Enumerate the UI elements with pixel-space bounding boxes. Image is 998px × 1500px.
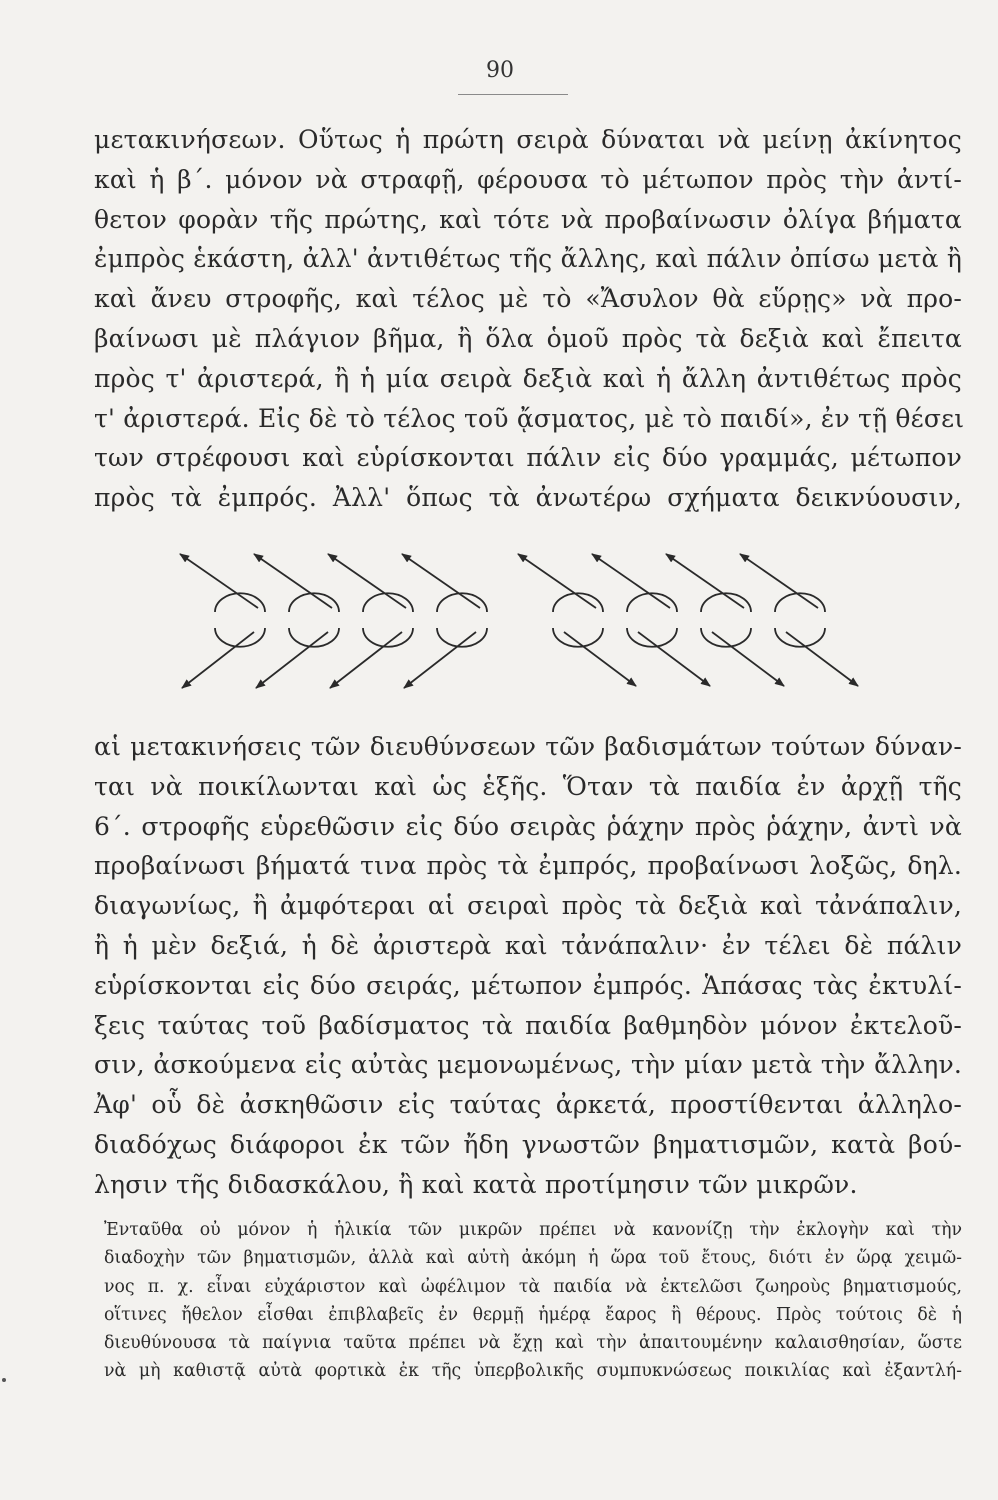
upper-arrow xyxy=(402,554,480,608)
lower-arc xyxy=(775,628,825,647)
header-rule xyxy=(458,94,568,95)
lower-arrow xyxy=(712,632,784,686)
upper-arrow xyxy=(666,554,744,608)
footnote-line: νὰ μὴ καθιστᾷ αὐτὰ φορτικὰ ἐκ τῆς ὑπερβολικῆς συμπυκνώσεως ποικιλίας καὶ ἐξαντλή- xyxy=(104,1361,962,1382)
text-line: διαδόχως διάφοροι ἐκ τῶν ἤδη γνωστῶν βηματισμῶν, κατὰ βού- xyxy=(94,1129,962,1159)
text-line: σιν, ἀσκούμενα εἰς αὐτὰς μεμονωμένως, τὴν μίαν μετὰ τὴν ἄλλην. xyxy=(94,1050,962,1080)
text-line: διαγωνίως, ἢ ἀμφότεραι αἱ σειραὶ πρὸς τὰ δεξιὰ καὶ τἀνάπαλιν, xyxy=(94,891,962,921)
lower-arrow xyxy=(638,632,710,686)
text-line: ἢ ἡ μὲν δεξιά, ἡ δὲ ἀριστερὰ καὶ τἀνάπαλιν· ἐν τέλει δὲ πάλιν xyxy=(94,930,962,960)
lower-arrow xyxy=(256,632,328,688)
page-edge-speck xyxy=(2,1378,6,1382)
lower-arrow xyxy=(182,632,254,688)
footnote xyxy=(104,1216,962,1386)
text-line: καὶ ἡ β΄. μόνον νὰ στραφῇ, φέρουσα τὸ μέτωπον πρὸς τὴν ἀντί- xyxy=(94,164,962,194)
upper-arrow xyxy=(740,554,818,608)
upper-arrow xyxy=(328,554,406,608)
lower-arc xyxy=(701,628,751,647)
upper-arrow xyxy=(592,554,670,608)
text-line: των στρέφουσι καὶ εὑρίσκονται πάλιν εἰς δύο γραμμάς, μέτωπον xyxy=(94,443,962,473)
text-line: αἱ μετακινήσεις τῶν διευθύνσεων τῶν βαδισμάτων τούτων δύναν- xyxy=(94,732,962,761)
text-line: μετακινήσεων. Οὕτως ἡ πρώτη σειρὰ δύναται νὰ μείνῃ ἀκίνητος xyxy=(94,125,962,154)
text-line: προβαίνωσι βήματά τινα πρὸς τὰ ἐμπρός, προβαίνωσι λοξῶς, δηλ. xyxy=(94,851,962,881)
footnote-line: νος π. χ. εἶναι εὐχάριστον καὶ ὠφέλιμον τὰ παιδία νὰ ἐκτελῶσι ζωηροὺς βηματισμούς, xyxy=(104,1276,962,1297)
lower-arc xyxy=(627,628,677,647)
footnote-line: Ἐνταῦθα οὐ μόνον ἡ ἡλικία τῶν μικρῶν πρέπει νὰ κανονίζῃ τὴν ἐκλογὴν καὶ τὴν xyxy=(104,1220,962,1240)
lower-arc xyxy=(553,628,603,647)
upper-arrow xyxy=(254,554,332,608)
text-line: ἐμπρὸς ἑκάστη, ἀλλ' ἀντιθέτως τῆς ἄλλης, καὶ πάλιν ὀπίσω μετὰ ἢ xyxy=(94,244,962,274)
text-line: Ἀφ' οὗ δὲ ἀσκηθῶσιν εἰς ταύτας ἀρκετά, προστίθενται ἀλληλο- xyxy=(94,1090,962,1120)
text-line: εὑρίσκονται εἰς δύο σειράς, μέτωπον ἐμπρός. Ἁπάσας τὰς ἐκτυλί- xyxy=(94,970,962,1000)
lower-arrow xyxy=(786,632,858,686)
text-line: θετον φορὰν τῆς πρώτης, καὶ τότε νὰ προβαίνωσιν ὀλίγα βήματα xyxy=(94,204,962,234)
upper-arrow xyxy=(518,554,596,608)
footnote-line: οἵτινες ἤθελον εἶσθαι ἐπιβλαβεῖς ἐν θερμῇ ἡμέρᾳ ἔαρος ἢ θέρους. Πρὸς τούτοις δὲ ἡ xyxy=(104,1304,962,1325)
text-line: καὶ ἄνευ στροφῆς, καὶ τέλος μὲ τὸ «Ἄσυλον θὰ εὕρῃς» νὰ προ- xyxy=(94,284,962,314)
formation-diagram xyxy=(160,540,860,710)
text-line: λησιν τῆς διδασκάλου, ἢ καὶ κατὰ προτίμησιν τῶν μικρῶν. xyxy=(94,1169,858,1199)
text-line: ται νὰ ποικίλωνται καὶ ὡς ἑξῆς. Ὅταν τὰ παιδία ἐν ἀρχῇ τῆς xyxy=(94,771,962,801)
formation-diagram-svg xyxy=(160,540,860,710)
text-line: τ' ἀριστερά. Εἰς δὲ τὸ τέλος τοῦ ᾄσματος, μὲ τὸ παιδί», ἐν τῇ θέσει xyxy=(94,403,965,433)
text-line: βαίνωσι μὲ πλάγιον βῆμα, ἢ ὅλα ὁμοῦ πρὸς τὰ δεξιὰ καὶ ἔπειτα xyxy=(94,323,962,353)
lower-arrow xyxy=(564,632,636,686)
lower-arrow xyxy=(404,632,476,688)
footnote-line: διευθύνουσα τὰ παίγνια ταῦτα πρέπει νὰ ἔχῃ καὶ τὴν ἀπαιτουμένην καλαισθησίαν, ὥστε xyxy=(104,1333,962,1354)
text-line: ξεις ταύτας τοῦ βαδίσματος τὰ παιδία βαθμηδὸν μόνον ἐκτελοῦ- xyxy=(94,1010,962,1040)
text-line: πρὸς τὰ ἐμπρός. Ἀλλ' ὅπως τὰ ἀνωτέρω σχήματα δεικνύουσιν, xyxy=(94,483,962,513)
upper-arrow xyxy=(180,554,258,608)
paragraph-2 xyxy=(94,727,962,1205)
text-line: 6΄. στροφῆς εὑρεθῶσιν εἰς δύο σειρὰς ῥάχην πρὸς ῥάχην, ἀντὶ νὰ xyxy=(94,811,962,841)
page-number: 90 xyxy=(486,58,514,83)
footnote-line: διαδοχὴν τῶν βηματισμῶν, ἀλλὰ καὶ αὐτὴ ἀκόμη ἡ ὥρα τοῦ ἔτους, διότι ἐν ὥρᾳ χειμῶ- xyxy=(104,1248,962,1269)
text-line: πρὸς τ' ἀριστερά, ἢ ἡ μία σειρὰ δεξιὰ καὶ ἡ ἄλλη ἀντιθέτως πρὸς xyxy=(94,363,962,393)
paragraph-1 xyxy=(94,120,965,518)
lower-arrow xyxy=(330,632,402,688)
